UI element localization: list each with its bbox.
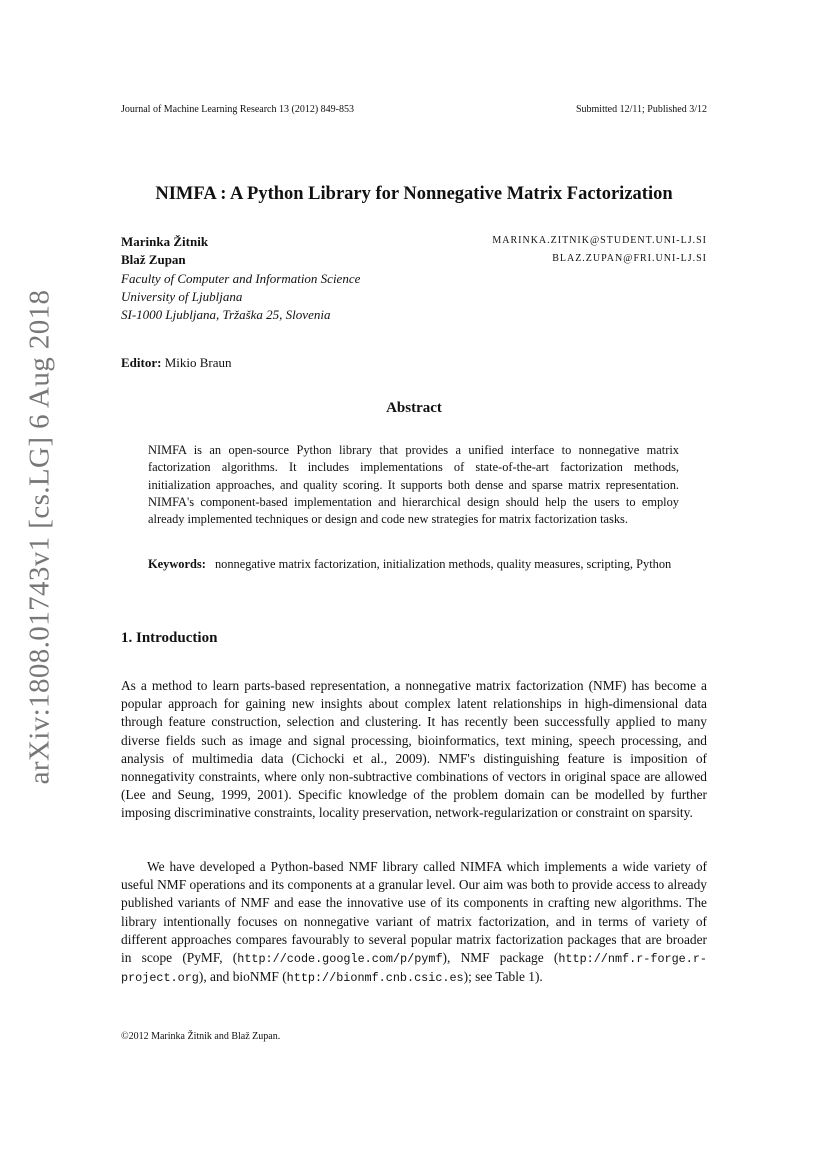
author-row (121, 234, 707, 252)
editor-name: Mikio Braun (164, 355, 232, 370)
keywords-text: nonnegative matrix factorization, initialization methods, quality measures, scripting, Python (214, 557, 672, 571)
author-email: BLAZ.ZUPAN@FRI.UNI-LJ.SI (552, 253, 707, 264)
nmf-package-url: http://nmf.r-forge.r-project.org (121, 952, 707, 986)
submission-dates: Submitted 12/11; Published 3/12 (575, 104, 707, 115)
intro-paragraph-1: As a method to learn parts-based representation, a nonnegative matrix factorization (NMF) has become a popular approach for gaining new insights about complex latent relationships in high-dimensional data through feature construction, selection and clustering. It has recently been successfully applied to many diverse fields such as image and signal processing, bioinformatics, text mining, speech processing, and analysis of multimedia data (Cichocki et al., 2009). NMF's distinguishing feature is imposition of nonnegativity constraints, where only non-subtractive combinations of vectors in original space are allowed (Lee and Seung, 1999, 2001). Specific knowledge of the problem domain can be modelled by further imposing discriminative constraints, locality preservation, network-regularization or constraint on sparsity. (121, 678, 707, 821)
affiliation-line: University of Ljubljana (121, 289, 243, 304)
journal-header: Journal of Machine Learning Research 13 (2012) 849-853 (121, 104, 354, 115)
paragraph-text: ); see Table 1). (463, 969, 543, 985)
affiliation-line: SI-1000 Ljubljana, Tržaška 25, Slovenia (121, 307, 331, 322)
abstract-text: NIMFA is an open-source Python library that provides a unified interface to nonnegative matrix factorization algorithms. It includes implementations of state-of-the-art factorization methods, initialization approaches, and quality scoring. It supports both dense and sparse matrix representation. NIMFA's component-based implementation and hierarchical design should help the users to employ already implemented techniques or design and code new strategies for matrix factorization tasks. (148, 443, 679, 527)
paper-title: NIMFA : A Python Library for Nonnegative Matrix Factorization (155, 184, 673, 204)
editor-line (121, 355, 232, 371)
bionmf-url: http://bionmf.cnb.csic.es (286, 971, 464, 986)
pymf-url: http://code.google.com/p/pymf (237, 952, 443, 967)
paragraph-text: We have developed a Python-based NMF library called NIMFA which implements a wide variety of useful NMF operations and its components at a granular level. Our aim was both to provide access to already published variants of NMF and ease the innovative use of its components in crafting new algorithms. The library intentionally focuses on nonnegative variant of matrix factorization, and in terms of variety of different approaches compares favourably to several popular matrix factorization packages that are broader in scope (PyMF, ( (121, 859, 707, 966)
author-name: Marinka Žitnik (121, 234, 209, 249)
intro-paragraph-2 (121, 858, 707, 987)
affiliation-line: Faculty of Computer and Information Science (121, 271, 361, 286)
editor-label: Editor: (121, 355, 162, 370)
arxiv-identifier: arXiv:1808.01743v1 [cs.LG] 6 Aug 2018 (23, 289, 56, 785)
author-row (121, 252, 707, 270)
author-name: Blaž Zupan (121, 252, 186, 267)
author-email: MARINKA.ZITNIK@STUDENT.UNI-LJ.SI (492, 235, 707, 246)
keywords (148, 556, 679, 573)
section-heading: 1. Introduction (121, 630, 218, 646)
keywords-label: Keywords: (148, 557, 206, 571)
paragraph-text: ), and bioNMF ( (198, 969, 287, 985)
copyright-footnote: ©2012 Marinka Žitnik and Blaž Zupan. (121, 1031, 281, 1042)
arxiv-stamp (20, 289, 60, 785)
paragraph-text: ), NMF package ( (442, 950, 559, 966)
abstract-heading: Abstract (386, 400, 442, 416)
